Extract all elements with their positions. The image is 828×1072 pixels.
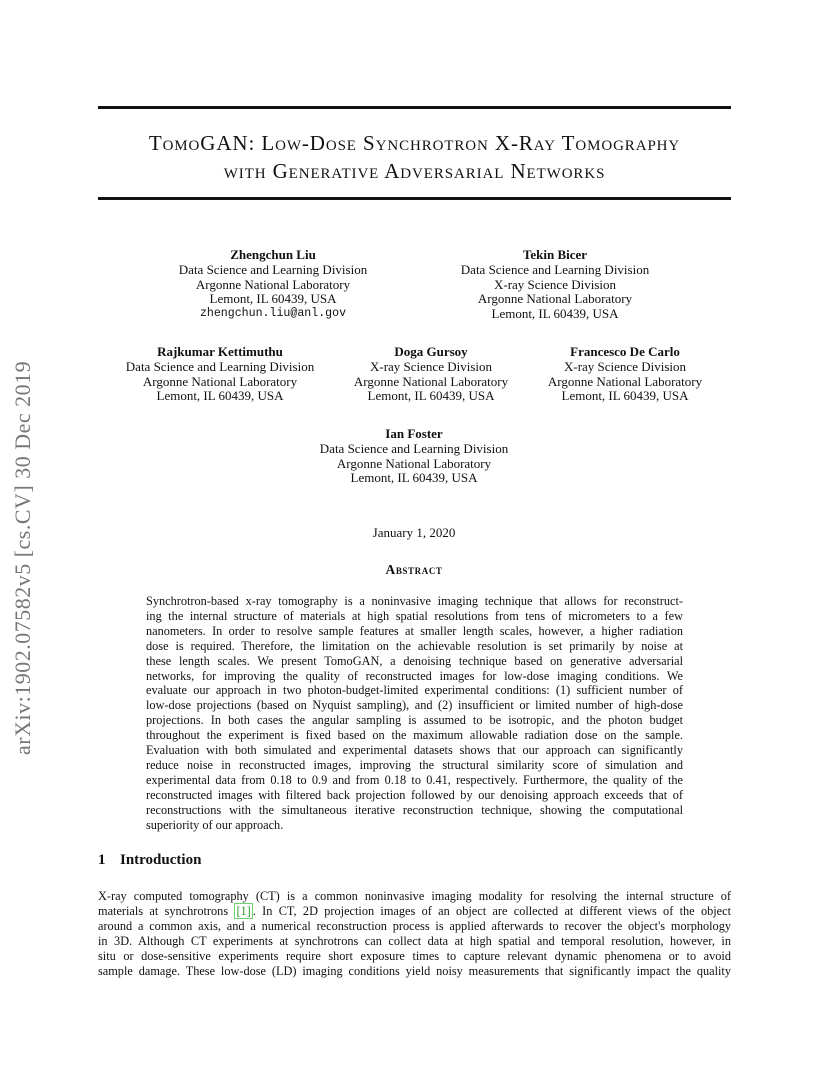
intro-fragment: . In CT, 2D projection images of an object are collected at different views of the object — [252, 904, 731, 918]
section-heading — [98, 852, 201, 869]
author-affiliation: X-ray Science Division — [493, 276, 617, 292]
abstract-line: these length scales. We present TomoGAN, a denoising technique based on generative adversarial — [146, 653, 683, 668]
author-affiliation: Lemont, IL 60439, USA — [561, 388, 689, 404]
author-affiliation: Argonne National Laboratory — [195, 276, 351, 292]
author-affiliation: X-ray Science Division — [369, 358, 493, 374]
author-block — [505, 345, 745, 404]
abstract-line: experimental data from 0.18 to 0.9 and from 0.18 to 0.41, respectively. Furthermore, the quality of the — [146, 772, 683, 787]
author-block — [153, 248, 393, 322]
author-affiliation: Data Science and Learning Division — [460, 261, 650, 277]
intro-line: X-ray computed tomography (CT) is a common noninvasive imaging modality for resolving the internal structure of — [98, 889, 731, 903]
abstract-line: throughout the experiment is fixed based on the maximum allowable radiation dose on the sample. — [146, 728, 683, 743]
author-affiliation: Lemont, IL 60439, USA — [491, 306, 619, 322]
abstract-line: Evaluation with both simulated and experimental datasets shows that our approach can significantly — [146, 743, 683, 758]
intro-fragment: materials at synchrotrons — [98, 904, 229, 918]
section-title: Introduction — [120, 852, 202, 868]
author-name: Doga Gursoy — [394, 344, 468, 359]
author-block — [100, 345, 340, 404]
abstract-line: nanometers. In order to resolve sample features at smaller length scales, however, a higher radiation — [146, 623, 683, 638]
abstract-line: low-dose projections (based on Nyquist sampling), and (2) insufficient or limited number of high-dose — [146, 698, 683, 713]
author-block — [435, 248, 675, 322]
abstract-line: reduce noise in reconstructed images, improving the structural similarity score of simulation and — [146, 757, 683, 772]
author-affiliation: Data Science and Learning Division — [319, 440, 509, 456]
author-affiliation: Argonne National Laboratory — [547, 373, 703, 389]
paper-title-line-1: TomoGAN: Low-Dose Synchrotron X-Ray Tomography — [148, 131, 681, 155]
abstract-line: reconstructions with the simultaneous iterative reconstruction technique, showing the computational — [146, 802, 683, 817]
abstract-line: ing the internal structure of materials at high spatial resolutions from tens of micrometers to a few — [146, 608, 683, 623]
abstract-line: evaluate our approach in two photon-budget-limited experimental conditions: (1) sufficient number of — [146, 683, 683, 698]
author-name: Tekin Bicer — [522, 247, 588, 262]
author-affiliation: Lemont, IL 60439, USA — [156, 388, 284, 404]
paper-title-line-2: with Generative Adversarial Networks — [223, 159, 606, 183]
author-block — [294, 427, 534, 486]
title-bottom-rule — [98, 197, 731, 200]
intro-text — [98, 889, 731, 979]
citation-link[interactable]: [1] — [236, 904, 251, 918]
author-affiliation: Data Science and Learning Division — [125, 358, 315, 374]
author-affiliation: X-ray Science Division — [563, 358, 687, 374]
section-number: 1 — [98, 852, 106, 868]
author-affiliation: Lemont, IL 60439, USA — [367, 388, 495, 404]
abstract-line: networks, for improving the quality of reconstructed images for low-dose imaging conditions. We — [146, 668, 683, 683]
author-affiliation: Lemont, IL 60439, USA — [350, 470, 478, 486]
author-name: Zhengchun Liu — [230, 247, 316, 262]
publication-date: January 1, 2020 — [372, 525, 456, 540]
author-name: Rajkumar Kettimuthu — [157, 344, 283, 359]
author-affiliation: Argonne National Laboratory — [353, 373, 509, 389]
abstract-line: superiority of our approach. — [146, 817, 284, 832]
author-affiliation: Argonne National Laboratory — [336, 455, 492, 471]
intro-line: in 3D. Although CT experiments at synchrotrons can collect data at high spatial and temporal resolution, however, in — [98, 934, 731, 948]
arxiv-identifier[interactable]: arXiv:1902.07582v5 [cs.CV] 30 Dec 2019 — [10, 360, 35, 755]
title-top-rule — [98, 106, 731, 109]
abstract-line: projections. In both cases the angular sampling is assumed to be isotropic, and the photon budget — [146, 713, 683, 728]
abstract-line: Synchrotron-based x-ray tomography is a noninvasive imaging technique that allows for reconstruct- — [146, 594, 683, 608]
intro-line: situ or dose-sensitive experiments require short exposure times to capture relevant dynamic phenomena or to avoid — [98, 949, 731, 963]
abstract-heading: Abstract — [385, 562, 443, 577]
author-affiliation: Lemont, IL 60439, USA — [209, 291, 337, 307]
abstract-line: reconstructed images with filtered back projection followed by our denoising approach exceeds that of — [146, 787, 683, 802]
author-email[interactable]: zhengchun.liu@anl.gov — [199, 307, 347, 321]
abstract-line: dose is required. Therefore, the limitation on the achievable resolution is set primarily by noise at — [146, 638, 683, 653]
abstract-text — [146, 594, 683, 833]
intro-line: sample damage. These low-dose (LD) imaging conditions yield noisy measurements that significantly impact the quality — [98, 964, 731, 978]
author-affiliation: Argonne National Laboratory — [477, 291, 633, 307]
author-name: Francesco De Carlo — [570, 344, 680, 359]
author-affiliation: Argonne National Laboratory — [142, 373, 298, 389]
author-name: Ian Foster — [385, 426, 443, 441]
intro-line: around a common axis, and a numerical reconstruction process is applied afterwards to recover the object's morphology — [98, 919, 731, 933]
intro-line — [98, 904, 731, 919]
author-affiliation: Data Science and Learning Division — [178, 261, 368, 277]
